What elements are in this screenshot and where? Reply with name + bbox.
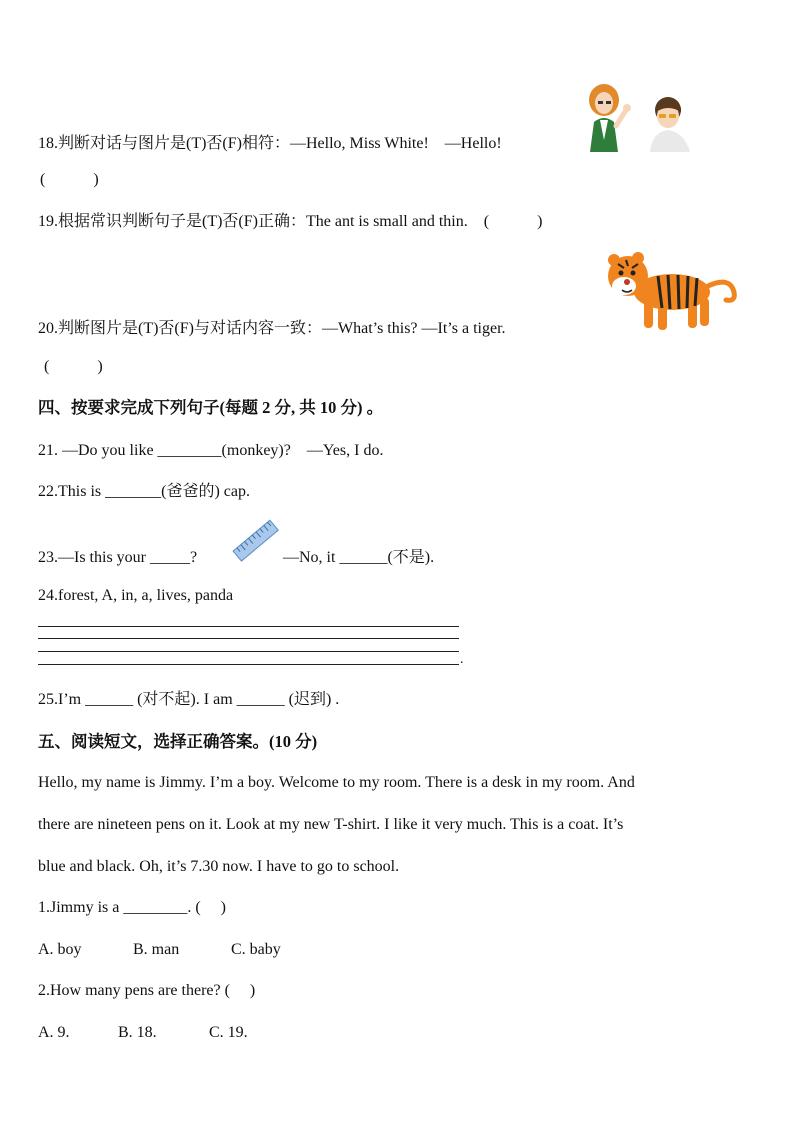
option-c[interactable]: C. 19. [209,1024,248,1041]
tiger-picture [600,246,740,334]
teacher-and-boy-picture [582,80,698,152]
question-21: 21. —Do you like ________(monkey)? —Yes, I do. [38,442,384,459]
answer-line-3[interactable] [38,651,459,652]
passage-line: there are nineteen pens on it. Look at my new T-shirt. I like it very much. This is a coat. It’s [38,816,624,833]
answer-end-mark: . [460,652,464,667]
answer-line-4[interactable] [38,664,459,665]
option-a[interactable]: A. 9. [38,1024,70,1041]
option-b[interactable]: B. man [133,941,180,958]
section-5-heading: 五、阅读短文，选择正确答案。(10 分) [38,732,318,751]
question-23-part2: —No, it ______(不是). [283,549,435,566]
question-20: 20.判断图片是(T)否(F)与对话内容一致：—What’s this? —It’s a tiger. [38,320,506,337]
question-18: 18.判断对话与图片是(T)否(F)相符：—Hello, Miss White! —Hello! [38,135,502,152]
question-24: 24.forest, A, in, a, lives, panda [38,587,234,604]
reading-question-1: 1.Jimmy is a ________. ( ) [38,899,226,916]
option-c[interactable]: C. baby [231,941,281,958]
reading-question-2: 2.How many pens are there? ( ) [38,982,256,999]
question-22: 22.This is _______(爸爸的) cap. [38,483,250,500]
option-b[interactable]: B. 18. [118,1024,157,1041]
ruler-picture [232,518,280,564]
answer-line-2[interactable] [38,638,459,639]
section-4-heading: 四、按要求完成下列句子(每题 2 分, 共 10 分) 。 [38,398,384,417]
question-20-answer-blank[interactable]: ( ) [44,358,103,375]
question-25: 25.I’m ______ (对不起). I am ______ (迟到) . [38,691,340,708]
question-18-answer-blank[interactable]: ( ) [40,171,99,188]
question-23-part1: 23.—Is this your _____? [38,549,198,566]
passage-line: blue and black. Oh, it’s 7.30 now. I have to go to school. [38,858,400,875]
option-a[interactable]: A. boy [38,941,82,958]
passage-line: Hello, my name is Jimmy. I’m a boy. Welcome to my room. There is a desk in my room. And [38,774,635,791]
question-19: 19.根据常识判断句子是(T)否(F)正确：The ant is small and thin. ( ) [38,213,543,230]
answer-line-1[interactable] [38,626,459,627]
